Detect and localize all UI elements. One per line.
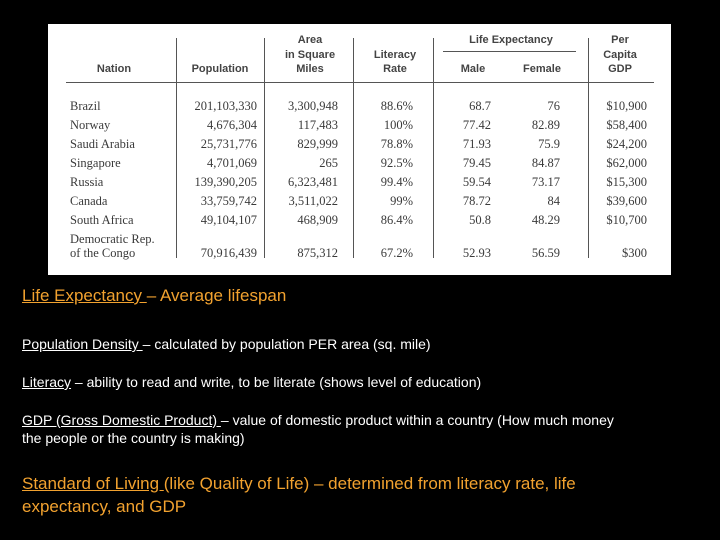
gdp-definition: – value of domestic product within a country (How much money [220, 412, 614, 428]
population-density-term: Population Density [22, 336, 143, 352]
table-cell-male: 52.93 [462, 246, 491, 260]
table-cell-gdp: $62,000 [606, 156, 647, 170]
table-cell-literacy: 99% [390, 194, 413, 208]
header-literacy-line1: Literacy [373, 49, 417, 61]
table-cell-area: 829,999 [297, 137, 338, 151]
header-literacy-line2: Rate [383, 63, 407, 75]
header-gdp-line2: Capita [603, 49, 637, 61]
table-cell-population: 25,731,776 [200, 137, 257, 151]
table-cell-female: 56.59 [531, 246, 560, 260]
table-cell-literacy: 100% [383, 118, 413, 132]
header-life-expectancy: Life Expectancy [469, 34, 553, 46]
table-cell-female: 73.17 [531, 175, 560, 189]
table-cell-male: 78.72 [462, 194, 491, 208]
column-divider [433, 38, 434, 258]
table-cell-gdp: $300 [622, 246, 647, 260]
table-cell-female: 84 [547, 194, 560, 208]
table-cell-male: 68.7 [469, 99, 491, 113]
header-male: Male [460, 63, 486, 75]
life-expectancy-rule [443, 51, 576, 52]
population-density-definition: – calculated by population PER area (sq. mile) [142, 336, 431, 352]
gdp-note-line2: the people or the country is making) [22, 430, 245, 446]
table-cell-gdp: $24,200 [606, 137, 647, 151]
table-cell-female: 84.87 [531, 156, 560, 170]
header-area-line3: Miles [296, 63, 324, 75]
table-cell-area: 468,909 [297, 213, 338, 227]
table-cell-literacy: 86.4% [380, 213, 413, 227]
literacy-term: Literacy [22, 374, 72, 390]
literacy-note [22, 374, 481, 390]
table-cell-nation: Brazil [70, 99, 101, 113]
table-cell-area: 265 [319, 156, 338, 170]
table-cell-area: 117,483 [297, 118, 338, 132]
table-cell-nation: Norway [70, 118, 111, 132]
table-cell-area: 3,511,022 [288, 194, 338, 208]
table-cell-nation: of the Congo [70, 246, 136, 260]
table-cell-literacy: 78.8% [380, 137, 413, 151]
table-cell-population: 139,390,205 [194, 175, 257, 189]
table-cell-nation: Singapore [70, 156, 121, 170]
table-cell-female: 82.89 [531, 118, 560, 132]
life-expectancy-note [22, 286, 286, 306]
life-expectancy-definition: – Average lifespan [146, 286, 287, 305]
standard-of-living-note-line1 [22, 474, 576, 494]
table-cell-population: 201,103,330 [194, 99, 257, 113]
table-cell-population: 49,104,107 [200, 213, 257, 227]
table-cell-male: 59.54 [462, 175, 491, 189]
header-bottom-rule [66, 82, 654, 83]
table-cell-nation: Russia [70, 175, 104, 189]
header-gdp-line1: Per [611, 34, 629, 46]
table-cell-population: 4,701,069 [207, 156, 257, 170]
header-female: Female [523, 63, 561, 75]
standard-of-living-term: Standard of Living [22, 474, 164, 493]
table-cell-literacy: 88.6% [380, 99, 413, 113]
literacy-definition: – ability to read and write, to be literate (shows level of education) [71, 374, 482, 390]
table-cell-literacy: 99.4% [380, 175, 413, 189]
table-cell-area: 3,300,948 [288, 99, 338, 113]
table-cell-gdp: $58,400 [606, 118, 647, 132]
table-cell-nation: Saudi Arabia [70, 137, 135, 151]
table-cell-gdp: $10,700 [606, 213, 647, 227]
table-cell-literacy: 92.5% [380, 156, 413, 170]
table-cell-nation: Canada [70, 194, 108, 208]
table-cell-population: 33,759,742 [200, 194, 257, 208]
header-nation: Nation [96, 63, 132, 75]
table-cell-male: 71.93 [462, 137, 491, 151]
table-cell-male: 79.45 [462, 156, 491, 170]
gdp-note-line1 [22, 412, 614, 428]
table-cell-male: 77.42 [462, 118, 491, 132]
standard-of-living-note-line2: expectancy, and GDP [22, 497, 187, 516]
table-cell-gdp: $15,300 [606, 175, 647, 189]
table-cell-area: 6,323,481 [288, 175, 338, 189]
table-cell-gdp: $10,900 [606, 99, 647, 113]
table-cell-nation: Democratic Rep. [70, 232, 155, 246]
table-cell-nation: South Africa [70, 213, 134, 227]
header-area-line2: in Square [284, 49, 336, 61]
table-cell-population: 70,916,439 [200, 246, 257, 260]
table-cell-female: 48.29 [531, 213, 560, 227]
header-population: Population [191, 63, 249, 75]
header-gdp-line3: GDP [608, 63, 632, 75]
life-expectancy-term: Life Expectancy [22, 286, 147, 305]
header-area-line1: Area [297, 34, 323, 46]
statistics-table [48, 24, 671, 275]
table-cell-population: 4,676,304 [207, 118, 257, 132]
gdp-term: GDP (Gross Domestic Product) [22, 412, 221, 428]
standard-of-living-definition: (like Quality of Life) – determined from literacy rate, life [163, 474, 576, 493]
table-cell-female: 76 [547, 99, 560, 113]
table-cell-gdp: $39,600 [606, 194, 647, 208]
table-cell-area: 875,312 [297, 246, 338, 260]
table-cell-female: 75.9 [538, 137, 560, 151]
population-density-note [22, 336, 431, 352]
table-cell-male: 50.8 [469, 213, 491, 227]
table-cell-literacy: 67.2% [380, 246, 413, 260]
